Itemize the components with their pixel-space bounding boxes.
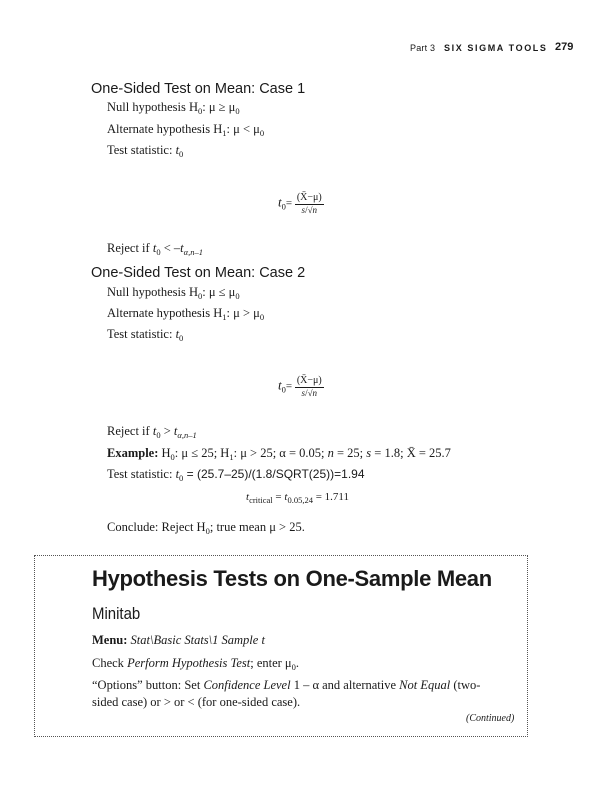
case2-null-hypothesis: Null hypothesis $H_0$: $\mu \le \mu_0$ (107, 285, 240, 301)
case1-formula: $t_0=$ $\frac{(X̄-\mu)}{s/√n}$ (278, 192, 322, 215)
page-number: 279 (555, 41, 574, 53)
case1-reject-rule: Reject if $t_0 < -t_{\alpha,n-1}$ (107, 241, 203, 257)
box-menu-path: Menu: Stat\Basic Stats\1 Sample t (92, 633, 265, 647)
box-subtitle: Minitab (92, 604, 141, 623)
case2-reject-rule: Reject if $t_0 > t_{\alpha,n-1}$ (107, 424, 197, 440)
case1-null-hypothesis: Null hypothesis $H_0$: $\mu \ge \mu_0$ (107, 100, 240, 116)
case1-alt-hypothesis: Alternate hypothesis $H_1$: $\mu < \mu_0$ (107, 122, 265, 138)
running-header-part: Part 3 (410, 43, 436, 53)
box-title: Hypothesis Tests on One-Sample Mean (92, 566, 492, 591)
running-header-section: SIX SIGMA TOOLS (444, 43, 548, 53)
case2-fraction: $\frac{(X̄-\mu)}{s/√n}$ (296, 375, 322, 398)
case1-test-statistic: Test statistic: $t_0$ (107, 143, 184, 159)
case2-formula: $t_0=$ $\frac{(X̄-\mu)}{s/√n}$ (278, 375, 322, 398)
continued-note: (Continued) (466, 713, 515, 724)
case1-heading: One-Sided Test on Mean: Case 1 (91, 81, 306, 97)
case2-alt-hypothesis: Alternate hypothesis $H_1$: $\mu > \mu_0$ (107, 306, 265, 322)
box-options-line-1: “Options” button: Set Confidence Level 1 – α and alternative Not Equal (two- (92, 678, 481, 692)
case2-test-statistic: Test statistic: $t_0$ (107, 327, 184, 343)
example-conclusion: Conclude: Reject $H_0$; true mean μ > 25. (107, 520, 305, 536)
box-options-line-2: sided case) or > or < (for one-sided case). (92, 695, 301, 709)
example-critical-value: $t_{critical} = t_{0.05,24} = 1.711$ (246, 491, 349, 505)
box-check-line: Check Perform Hypothesis Test; enter $\mu_0$. (92, 656, 299, 672)
example-line: Example: $H_0$: μ ≤ 25; $H_1$: μ > 25; α = 0.05; n = 25; s = 1.8; X̄ = 25.7 (107, 446, 451, 462)
example-test-statistic: Test statistic: $t_0$ = (25.7–25)/(1.8/SQRT(25))=1.94 (107, 467, 365, 483)
case2-heading: One-Sided Test on Mean: Case 2 (91, 265, 306, 281)
case1-fraction: $\frac{(X̄-\mu)}{s/√n}$ (296, 192, 322, 215)
